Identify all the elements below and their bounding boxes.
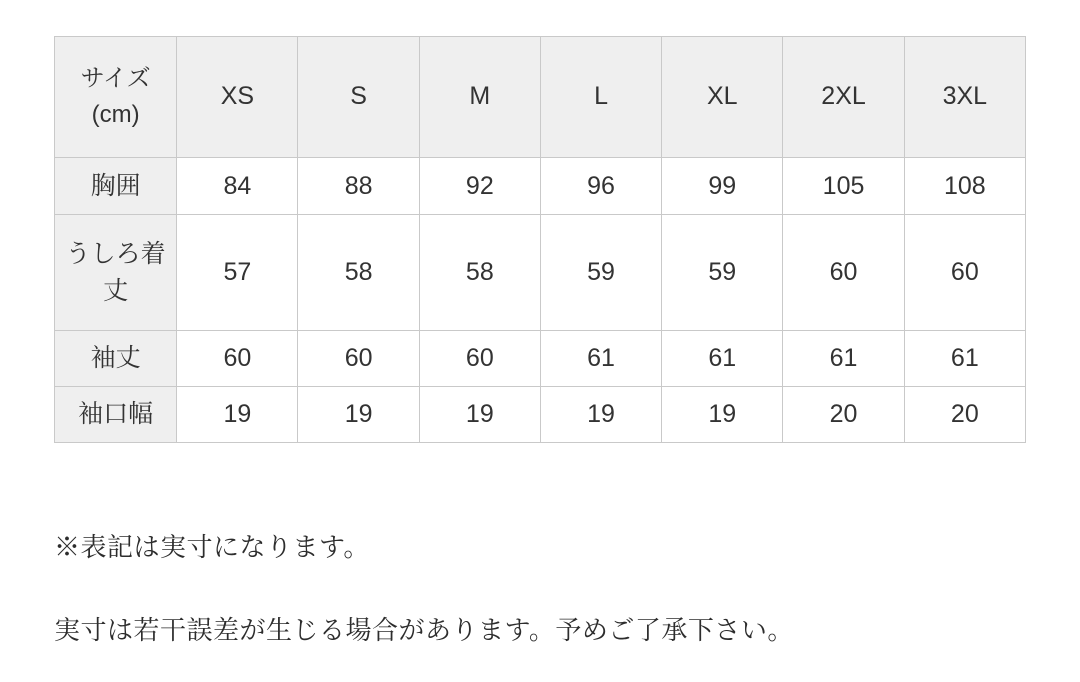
row-label-chest: 胸囲 bbox=[55, 158, 177, 215]
cell-chest-m: 92 bbox=[419, 158, 540, 215]
table-body bbox=[55, 158, 1026, 443]
header-row bbox=[55, 37, 1026, 158]
cell-chest-s: 88 bbox=[298, 158, 419, 215]
cell-sleeve-m: 60 bbox=[419, 331, 540, 387]
cell-back-m: 58 bbox=[419, 215, 540, 331]
cell-cuff-xl: 19 bbox=[662, 387, 783, 443]
header-size-m: M bbox=[419, 37, 540, 158]
header-size-l: L bbox=[540, 37, 661, 158]
header-size-label-line1: サイズ bbox=[80, 65, 151, 92]
table-row bbox=[55, 215, 1026, 331]
cell-sleeve-s: 60 bbox=[298, 331, 419, 387]
size-table bbox=[54, 36, 1026, 443]
cell-back-l: 59 bbox=[540, 215, 661, 331]
row-label-back-length-line1: うしろ着 bbox=[65, 240, 166, 269]
cell-chest-xl: 99 bbox=[662, 158, 783, 215]
header-size-2xl: 2XL bbox=[783, 37, 904, 158]
cell-cuff-2xl: 20 bbox=[783, 387, 904, 443]
cell-back-xs: 57 bbox=[177, 215, 298, 331]
cell-sleeve-2xl: 61 bbox=[783, 331, 904, 387]
cell-cuff-l: 19 bbox=[540, 387, 661, 443]
table-row bbox=[55, 331, 1026, 387]
header-size-s: S bbox=[298, 37, 419, 158]
table-row bbox=[55, 158, 1026, 215]
header-size-xl: XL bbox=[662, 37, 783, 158]
cell-chest-2xl: 105 bbox=[783, 158, 904, 215]
cell-back-s: 58 bbox=[298, 215, 419, 331]
header-size-xs: XS bbox=[177, 37, 298, 158]
table-header bbox=[55, 37, 1026, 158]
cell-chest-l: 96 bbox=[540, 158, 661, 215]
cell-cuff-xs: 19 bbox=[177, 387, 298, 443]
row-label-back-length bbox=[55, 215, 177, 331]
cell-back-2xl: 60 bbox=[783, 215, 904, 331]
note-measurement-actual: ※表記は実寸になります。 bbox=[54, 532, 370, 562]
notes-section bbox=[54, 528, 1014, 650]
size-table-container bbox=[54, 36, 1026, 443]
cell-cuff-m: 19 bbox=[419, 387, 540, 443]
cell-back-xl: 59 bbox=[662, 215, 783, 331]
cell-sleeve-xs: 60 bbox=[177, 331, 298, 387]
row-label-back-length-line2: 丈 bbox=[103, 276, 129, 305]
cell-cuff-s: 19 bbox=[298, 387, 419, 443]
table-row bbox=[55, 387, 1026, 443]
cell-sleeve-3xl: 61 bbox=[904, 331, 1025, 387]
cell-chest-3xl: 108 bbox=[904, 158, 1025, 215]
cell-chest-xs: 84 bbox=[177, 158, 298, 215]
cell-sleeve-l: 61 bbox=[540, 331, 661, 387]
header-size-label-line2: (cm) bbox=[91, 101, 140, 128]
row-label-cuff-width: 袖口幅 bbox=[55, 387, 177, 443]
cell-back-3xl: 60 bbox=[904, 215, 1025, 331]
header-size-label bbox=[55, 37, 177, 158]
cell-cuff-3xl: 20 bbox=[904, 387, 1025, 443]
header-size-3xl: 3XL bbox=[904, 37, 1025, 158]
note-measurement-tolerance: 実寸は若干誤差が生じる場合があります。予めご了承下さい。 bbox=[54, 615, 794, 645]
cell-sleeve-xl: 61 bbox=[662, 331, 783, 387]
row-label-sleeve-length: 袖丈 bbox=[55, 331, 177, 387]
